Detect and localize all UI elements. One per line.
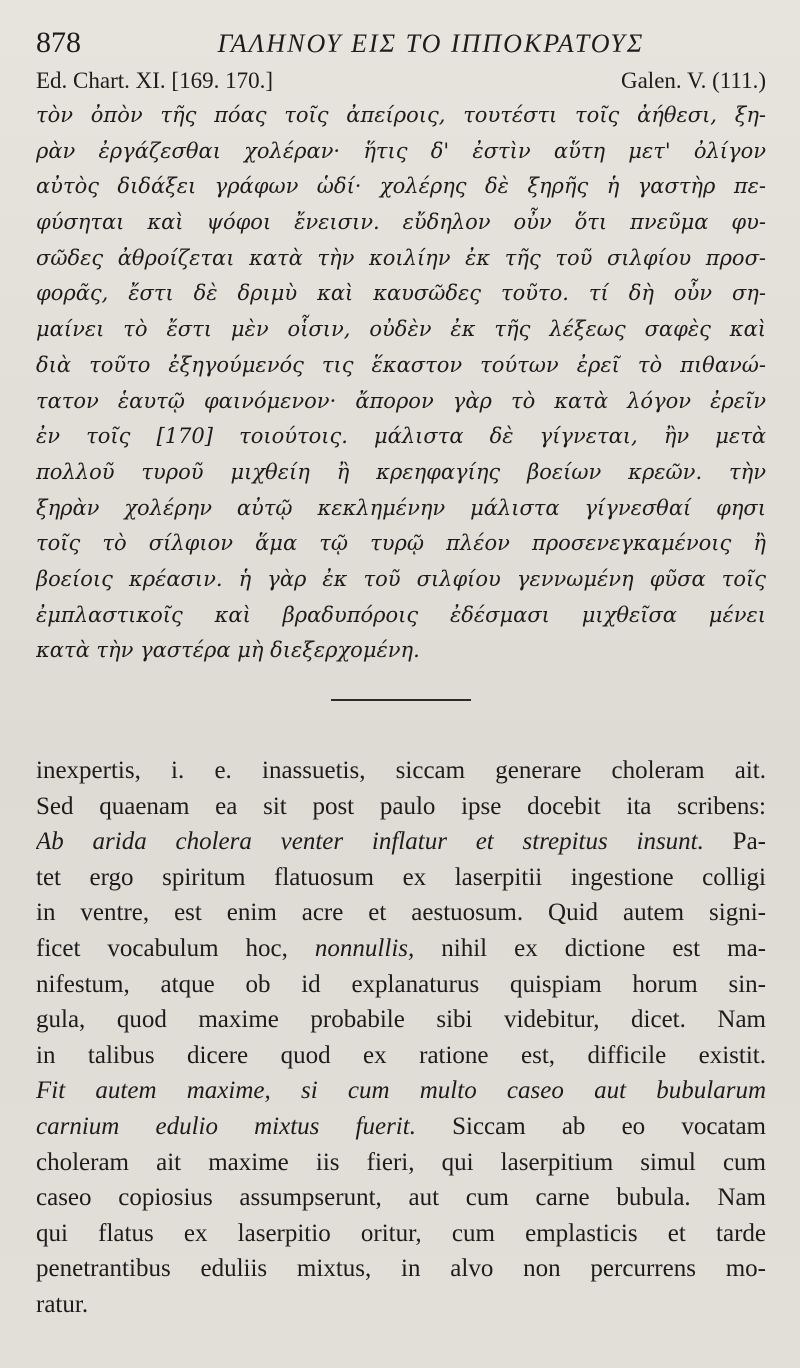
latin-line [36,931,766,967]
edition-reference-right: Galen. V. (111.) [620,68,766,93]
greek-line: ἐν τοῖς [170] τοιούτοις. μάλιστα δὲ γίγνεται, ἢν μετὰ [36,424,766,449]
greek-line: κατὰ τὴν γαστέρα μὴ διεξερχομένη. [36,638,420,663]
latin-line [36,1038,766,1074]
latin-line [36,789,766,825]
latin-line [36,967,766,1003]
latin-line [36,1145,766,1181]
italic-text-segment: Fit autem maxime, si cum multo caseo aut bubularum [36,1077,766,1105]
text-segment: Sed quaenam ea sit post paulo ipse docebit ita scribens: [36,792,766,820]
text-segment: penetrantibus eduliis mixtus, in alvo non percurrens mo- [36,1255,766,1283]
latin-line [36,1002,766,1038]
greek-line: τὸν ὀπὸν τῆς πόας τοῖς ἀπείροις, τουτέστι τοῖς ἀήθεσι, ξη- [36,103,766,127]
greek-line: πολλοῦ τυροῦ μιχθείη ἢ κρεηφαγίης βοείων κρεῶν. τὴν [36,459,766,484]
text-segment: caseo copiosius assumpserunt, aut cum carne bubula. Nam [36,1184,766,1212]
text-segment: in ventre, est enim acre et aestuosum. Quid autem signi- [36,899,766,927]
text-segment: ratur. [36,1290,89,1318]
text-segment: nifestum, atque ob id explanaturus quispiam horum sin- [36,970,766,998]
greek-text [36,98,766,669]
latin-line [36,860,766,896]
running-head [36,26,766,66]
greek-line: τοῖς τὸ σίλφιον ἅμα τῷ τυρῷ πλέον προσενεγκαμένοις ἢ [36,531,766,556]
latin-line [36,1251,766,1287]
running-title: ΓΑΛΗΝΟΥ ΕΙΣ ΤΟ ΙΠΠΟΚΡΑΤΟΥΣ [217,29,645,58]
page-number: 878 [36,26,81,59]
italic-text-segment: Ab arida cholera venter inflatur et strepitus insunt. [36,828,704,856]
edition-reference-left: Ed. Chart. XI. [169. 170.] [36,68,273,93]
greek-line: φύσηται καὶ ψόφοι ἔνεισιν. εὔδηλον οὖν ὅτι πνεῦμα φυ- [36,210,766,235]
italic-text-segment: carnium edulio mixtus fuerit. [36,1112,416,1140]
latin-line [36,753,766,789]
text-segment: Pa- [703,828,766,856]
greek-line: βοείοις κρέασιν. ἡ γὰρ ἐκ τοῦ σιλφίου γεννωμένη φῦσα τοῖς [36,566,766,591]
text-segment: ficet vocabulum hoc, [36,934,315,962]
latin-line [36,824,766,860]
italic-text-segment: nonnullis, [314,934,415,962]
greek-line: διὰ τοῦτο ἐξηγούμενός τις ἕκαστον τούτων ἐρεῖ τὸ πιθανώ- [36,352,766,377]
greek-line: ρὰν ἐργάζεσθαι χολέραν· ἥτις δ' ἐστὶν αὕτη μετ' ὀλίγον [36,138,766,163]
greek-line: φορᾶς, ἔστι δὲ δριμὺ καὶ καυσῶδες τοῦτο. τί δὴ οὖν ση- [36,281,766,306]
text-segment: nihil ex dictione est ma- [414,934,766,962]
text-segment: qui flatus ex laserpitio oritur, cum emplasticis et tarde [36,1219,766,1247]
text-segment: in talibus dicere quod ex ratione est, difficile existit. [36,1041,766,1069]
text-segment: gula, quod maxime probabile sibi videbitur, dicet. Nam [36,1006,766,1034]
section-divider [331,699,471,701]
latin-translation [36,753,766,1323]
latin-line [36,1287,766,1323]
latin-line [36,1216,766,1252]
latin-line [36,1180,766,1216]
greek-line: τατον ἑαυτῷ φαινόμενον· ἄπορον γὰρ τὸ κατὰ λόγον ἐρεῖν [36,388,766,413]
text-segment: Siccam ab eo vocatam [415,1112,766,1140]
greek-line: σῶδες ἀθροίζεται κατὰ τὴν κοιλίην ἐκ τῆς τοῦ σιλφίου προσ- [36,245,766,270]
text-segment: tet ergo spiritum flatuosum ex laserpitii ingestione colligi [36,863,766,891]
latin-line [36,1109,766,1145]
latin-line [36,895,766,931]
greek-line: αὐτὸς διδάξει γράφων ὡδί· χολέρης δὲ ξηρῆς ἡ γαστὴρ πε- [36,174,766,199]
edition-reference-line [36,68,766,98]
greek-line: ξηρὰν χολέρην αὐτῷ κεκλημένην μάλιστα γίγνεσθαί φησι [36,495,766,520]
text-segment: choleram ait maxime iis fieri, qui laserpitium simul cum [36,1148,766,1176]
latin-line [36,1073,766,1109]
text-segment: inexpertis, i. e. inassuetis, siccam generare choleram ait. [36,757,766,784]
greek-line: μαίνει τὸ ἔστι μὲν οἷσιν, οὐδὲν ἐκ τῆς λέξεως σαφὲς καὶ [36,317,766,342]
greek-line: ἐμπλαστικοῖς καὶ βραδυπόροις ἐδέσμασι μιχθεῖσα μένει [36,602,766,627]
